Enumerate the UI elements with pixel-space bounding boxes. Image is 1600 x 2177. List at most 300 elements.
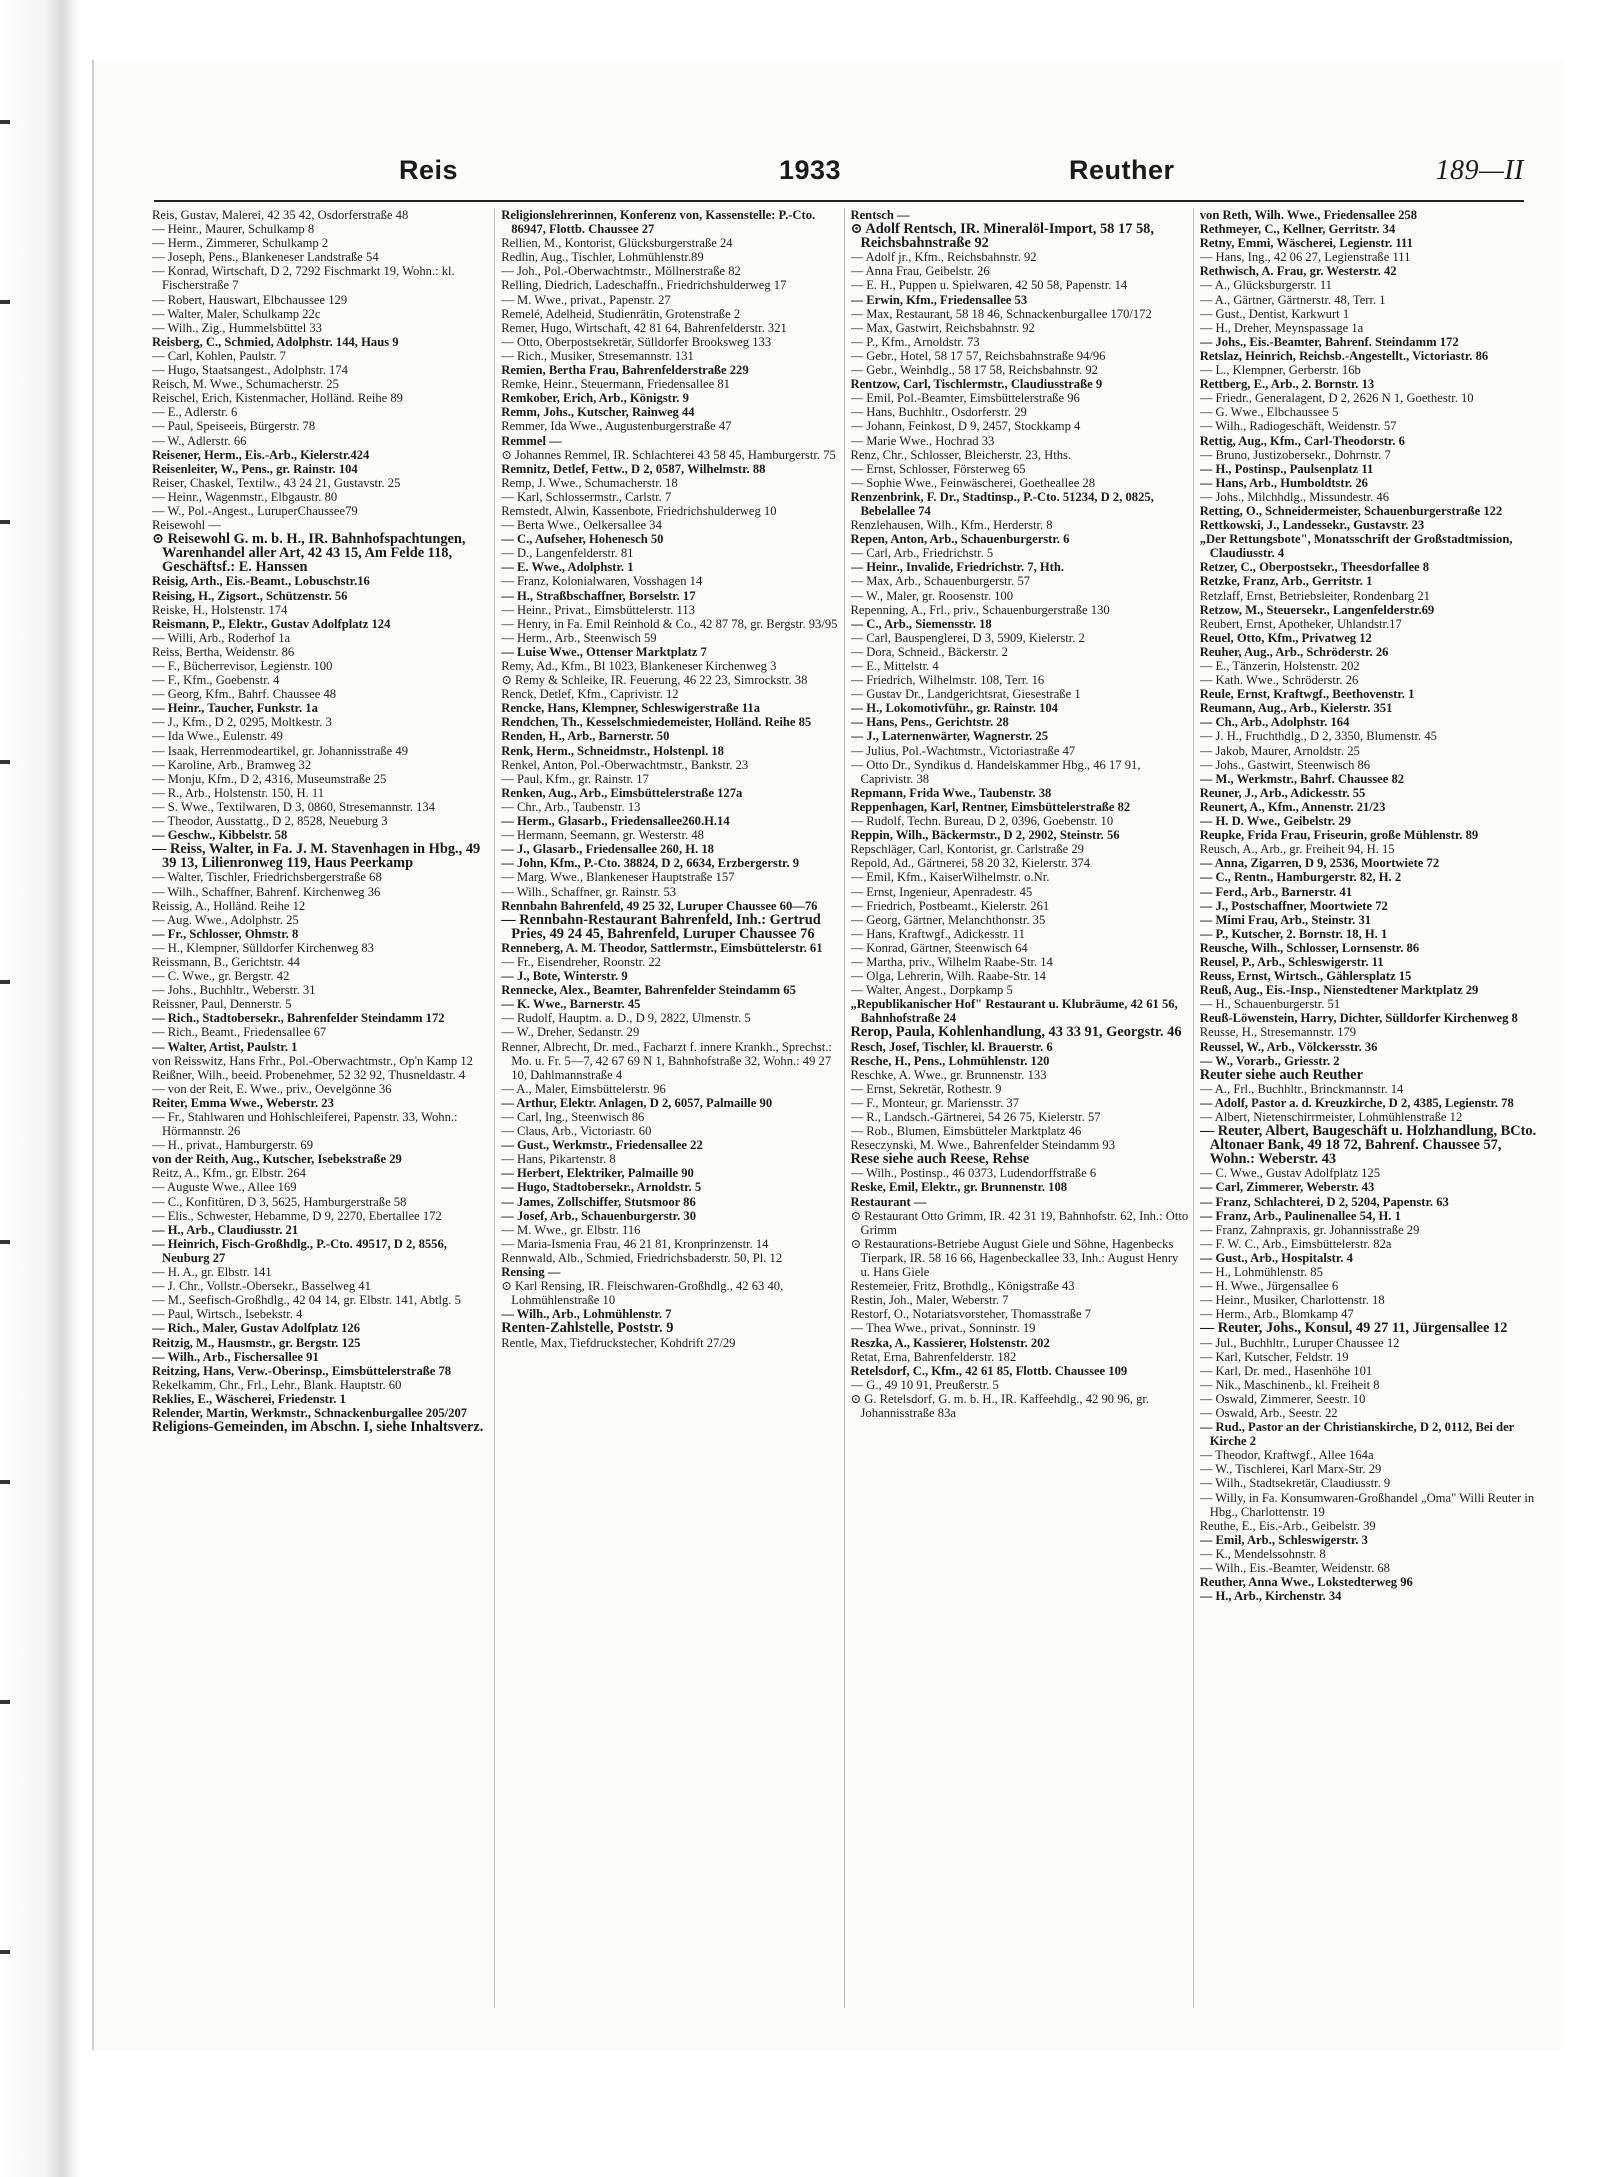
column-4 [1200,208,1542,2008]
directory-entry: — Martha, priv., Wilhelm Raabe-Str. 14 [850,954,1053,969]
directory-entry: Renken, Aug., Arb., Eimsbüttelerstraße 127a [501,785,743,800]
directory-entry: — Willi, Arb., Roderhof 1a [152,630,291,645]
directory-entry: Remp, J. Wwe., Schumacherstr. 18 [501,475,678,490]
directory-entry: — A., Frl., Buchhltr., Brinckmannstr. 14 [1199,1081,1404,1096]
directory-entry: Reuel, Otto, Kfm., Privatweg 12 [1199,630,1372,645]
right-running-head: Reuther [1069,155,1175,185]
directory-entry: ⊙ Restaurations-Betriebe August Giele und Söhne, Hagenbecks Tierpark, IR. 58 16 66, Hagenbeckallee 33, Inh.: August Henry u. Hans Giele [850,1236,1179,1280]
directory-entry: — Gebr., Hotel, 58 17 57, Reichsbahnstraße 94/96 [850,348,1106,363]
directory-entry: — Reiss, Walter, in Fa. J. M. Stavenhagen in Hbg., 49 39 13, Lilienronweg 119, Haus Peerkamp [152,841,481,872]
directory-entry: Reseczynski, M. Wwe., Bahrenfelder Steindamm 93 [850,1138,1116,1153]
running-head [149,155,1524,200]
directory-entry: — J. H., Fruchthdlg., D 2, 3350, Blumenstr. 45 [1199,729,1437,744]
edge-marks [0,0,14,2177]
directory-entry: Retelsdorf, C., Kfm., 42 61 85, Flottb. Chaussee 109 [850,1363,1128,1378]
directory-entry: — C., Aufseher, Hohenesch 50 [501,532,664,547]
directory-entry: Reisener, Herm., Eis.-Arb., Kielerstr.424 [152,447,370,462]
directory-entry: Remmer, Ida Wwe., Augustenburgerstraße 47 [501,419,732,434]
directory-entry: — Auguste Wwe., Allee 169 [152,1180,297,1195]
directory-entry: — Ernst, Ingenieur, Apenradestr. 45 [850,884,1033,899]
directory-entry: — Georg, Gärtner, Melanchthonstr. 35 [850,912,1046,927]
directory-entry: — H. A., gr. Elbstr. 141 [152,1265,272,1280]
directory-entry: — R., Landsch.-Gärtnerei, 54 26 75, Kielerstr. 57 [850,1110,1101,1124]
directory-entry: — Fr., Eisendreher, Roonstr. 22 [501,954,661,969]
directory-entry: Reiser, Chaskel, Textilw., 43 24 21, Gustavstr. 25 [152,475,401,490]
directory-entry: — Monju, Kfm., D 2, 4316, Museumstraße 25 [152,771,387,786]
directory-entry: Reusch, A., Arb., gr. Freiheit 94, H. 15 [1199,842,1395,857]
directory-entry: — Hermann, Seemann, gr. Westerstr. 48 [501,828,704,843]
directory-entry: — E., Mittelstr. 4 [850,659,939,673]
directory-entry: — K., Mendelssohnstr. 8 [1199,1546,1326,1561]
directory-entry: Remm, Johs., Kutscher, Rainweg 44 [501,405,695,420]
directory-entry: Rekelkamm, Chr., Frl., Lehr., Blank. Hauptstr. 60 [152,1377,402,1392]
directory-entry: ⊙ Karl Rensing, IR. Fleischwaren-Großhdlg., 42 63 40, Lohmühlenstraße 10 [501,1279,784,1308]
directory-entry: — Herbert, Elektriker, Palmaille 90 [501,1166,694,1181]
directory-entry: Rennwald, Alb., Schmied, Friedrichsbaderstr. 50, Pl. 12 [501,1250,783,1265]
directory-entry: Resch, Josef, Tischler, kl. Brauerstr. 6 [850,1039,1053,1054]
directory-entry: Reusse, H., Stresemannstr. 179 [1199,1025,1357,1040]
binding-mark [0,300,10,304]
directory-entry: — Franz, Schlachterei, D 2, 5204, Papenstr. 63 [1199,1194,1449,1209]
column-1 [152,208,495,2008]
directory-entry: — H. D. Wwe., Geibelstr. 29 [1199,814,1351,829]
directory-entry: — Walter, Maler, Schulkamp 22c [152,306,321,321]
directory-entry: Reiss, Bertha, Weidenstr. 86 [152,644,295,659]
directory-entry: — Konrad, Gärtner, Steenwisch 64 [850,940,1028,955]
directory-entry: — F., Monteur, gr. Mariensstr. 37 [850,1095,1019,1110]
directory-entry: — Otto, Oberpostsekretär, Sülldorfer Brooksweg 133 [501,334,772,349]
directory-entry: Repold, Ad., Gärtnerei, 58 20 32, Kielerstr. 374 [850,856,1091,871]
directory-entry: Renz, Chr., Schlosser, Bleicherstr. 23, Hths. [850,447,1072,462]
binding-mark [0,1240,10,1244]
directory-entry: Relender, Martin, Werkmstr., Schnackenburgallee 205/207 [152,1405,468,1420]
directory-entry: — Josef, Arb., Schauenburgerstr. 30 [501,1208,696,1223]
directory-entry: — H., Postinsp., Paulsenplatz 11 [1199,461,1374,476]
directory-entry: — Wilh., Schaffner, Bahrenf. Kirchenweg 36 [152,884,381,899]
directory-entry: Reuß, Aug., Eis.-Insp., Nienstedtener Marktplatz 29 [1199,983,1479,998]
directory-entry: Reisberg, C., Schmied, Adolphstr. 144, Haus 9 [152,334,399,349]
directory-entry: — Wilh., Arb., Lohmühlenstr. 7 [501,1307,672,1322]
directory-entry: — Fr., Schlosser, Ohmstr. 8 [152,926,299,941]
directory-entry: — J., Glasarb., Friedensallee 260, H. 18 [501,842,714,857]
directory-entry: Reunert, A., Kfm., Annenstr. 21/23 [1199,799,1386,814]
directory-entry: — C., Arb., Siemensstr. 18 [850,616,992,631]
directory-entry: — Wilh., Schaffner, gr. Rainstr. 53 [501,884,677,899]
directory-entry: — Elis., Schwester, Hebamme, D 9, 2270, Ebertallee 172 [152,1208,442,1223]
directory-entry: — Jul., Buchhltr., Luruper Chaussee 12 [1199,1335,1400,1350]
directory-entry: — Berta Wwe., Oelkersallee 34 [501,518,662,533]
directory-entry: — Johs., Buchhltr., Weberstr. 31 [152,983,316,998]
directory-entry: — Franz, Zahnpraxis, gr. Johannisstraße 29 [1199,1222,1420,1237]
listing-columns [152,208,1542,2008]
directory-entry: Retat, Erna, Bahrenfelderstr. 182 [850,1349,1017,1364]
directory-entry: — H., Lohmühlenstr. 85 [1199,1265,1323,1280]
directory-entry: — Albert, Nietenschirrmeister, Lohmühlenstraße 12 [1199,1110,1463,1124]
directory-entry: — Adolf jr., Kfm., Reichsbahnstr. 92 [850,250,1037,265]
directory-entry: Remer, Hugo, Wirtschaft, 42 81 64, Bahrenfelderstr. 321 [501,320,787,335]
directory-entry: — Johann, Feinkost, D 9, 2457, Stockkamp 4 [850,419,1081,434]
directory-entry: — Ernst, Schlosser, Försterweg 65 [850,461,1026,476]
directory-entry: — S. Wwe., Textilwaren, D 3, 0860, Stresemannstr. 134 [152,799,436,814]
directory-entry: — L., Klempner, Gerberstr. 16b [1199,363,1361,378]
directory-entry: — Ch., Arb., Adolphstr. 164 [1199,715,1350,730]
directory-entry: — Gustav Dr., Landgerichtsrat, Giesestraße 1 [850,687,1081,702]
directory-entry: — E., Adlerstr. 6 [152,405,238,420]
directory-entry: — Joseph, Pens., Blankeneser Landstraße 54 [152,250,379,265]
binding-mark [0,1950,10,1954]
directory-entry: — Mimi Frau, Arb., Steinstr. 31 [1199,912,1372,927]
directory-entry: — H., Schauenburgerstr. 51 [1199,997,1341,1012]
directory-entry: — R., Arb., Holstenstr. 150, H. 11 [152,785,325,800]
directory-entry: Reisig, Arth., Eis.-Beamt., Lobuschstr.16 [152,574,370,589]
directory-entry: — W., Vorarb., Griesstr. 2 [1199,1053,1340,1068]
directory-entry: — Friedrich, Postbeamt., Kielerstr. 261 [850,898,1050,913]
directory-entry: — J., Postschaffner, Moortwiete 72 [1199,898,1388,913]
directory-entry: — Hans, Pikartenstr. 8 [501,1152,616,1167]
directory-page [92,60,1564,2050]
directory-entry: — Ferd., Arb., Barnerstr. 41 [1199,884,1353,899]
binding-mark [0,520,10,524]
directory-entry: — W., Pol.-Angest., LuruperChaussee79 [152,503,358,518]
directory-entry: — Hans, Pens., Gerichtstr. 28 [850,715,1009,730]
directory-entry: Rendchen, Th., Kesselschmiedemeister, Holländ. Reihe 85 [501,715,812,730]
directory-entry: Reuner, J., Arb., Adickesstr. 55 [1199,785,1366,800]
directory-entry: — Max, Arb., Schauenburgerstr. 57 [850,574,1031,589]
directory-entry: — J. Chr., Vollstr.-Obersekr., Basselweg 41 [152,1279,371,1294]
directory-entry: — Anna, Zigarren, D 9, 2536, Moortwiete 72 [1199,856,1440,871]
directory-entry: — Sophie Wwe., Feinwäscherei, Goetheallee 28 [850,475,1096,490]
directory-entry: Remelé, Adelheid, Studienrätin, Grotenstraße 2 [501,306,741,321]
directory-entry: Renzenbrink, F. Dr., Stadtinsp., P.-Cto. 51234, D 2, 0825, Bebelallee 74 [850,489,1154,518]
directory-entry: Repenning, A., Frl., priv., Schauenburgerstraße 130 [850,602,1110,617]
directory-entry: — W., Adlerstr. 66 [152,433,247,448]
directory-entry: — Marie Wwe., Hochrad 33 [850,433,995,448]
directory-entry: — Reuter, Albert, Baugeschäft u. Holzhandlung, BCto. Altonaer Bank, 49 18 72, Bahrenf. Chaussee 57, Wohn.: Weberstr. 43 [1199,1123,1537,1168]
directory-entry: Remnitz, Detlef, Fettw., D 2, 0587, Wilhelmstr. 88 [501,461,766,476]
directory-entry: Restemeier, Fritz, Brothdlg., Königstraße 43 [850,1279,1075,1294]
directory-entry: — Wilh., Zig., Hummelsbüttel 33 [152,320,322,335]
directory-entry: — E. H., Puppen u. Spielwaren, 42 50 58, Papenstr. 14 [850,278,1128,293]
directory-entry: Reissig, A., Holländ. Reihe 12 [152,898,306,913]
directory-entry: Rennecke, Alex., Beamter, Bahrenfelder Steindamm 65 [501,983,796,998]
directory-entry: „Republikanischer Hof" Restaurant u. Klubräume, 42 61 56, Bahnhofstraße 24 [850,997,1178,1026]
directory-entry: — Karoline, Arb., Bramweg 32 [152,757,312,772]
directory-entry: — G. Wwe., Elbchaussee 5 [1199,405,1339,420]
directory-entry: — Joh., Pol.-Oberwachtmstr., Möllnerstraße 82 [501,264,741,279]
directory-entry: — Jakob, Maurer, Arnoldstr. 25 [1199,743,1360,758]
directory-entry: — Erwin, Kfm., Friedensallee 53 [850,292,1028,307]
directory-entry: — Geschw., Kibbelstr. 58 [152,828,288,843]
directory-entry: — Wilh., Postinsp., 46 0373, Ludendorffstraße 6 [850,1166,1097,1181]
directory-entry: — Emil, Kfm., KaiserWilhelmstr. o.Nr. [850,870,1050,885]
directory-entry: Remien, Bertha Frau, Bahrenfelderstraße 229 [501,363,749,378]
directory-entry: Renneberg, A. M. Theodor, Sattlermstr., Eimsbüttelerstr. 61 [501,940,823,955]
directory-entry: Reuter siehe auch Reuther [1199,1066,1363,1083]
directory-entry: ⊙ Johannes Remmel, IR. Schlachterei 43 58 45, Hamburgerstr. 75 [501,447,836,462]
directory-entry: — Theodor, Kraftwgf., Allee 164a [1199,1448,1374,1463]
directory-entry: — Johs., Milchhdlg., Missundestr. 46 [1199,489,1390,504]
directory-entry: Rerop, Paula, Kohlenhandlung, 43 33 91, Georgstr. 46 [850,1024,1182,1041]
directory-entry: Reißner, Wilh., beeid. Probenehmer, 52 32 92, Thusneldastr. 4 [152,1067,466,1082]
directory-entry: — Luise Wwe., Ottenser Marktplatz 7 [501,644,707,659]
directory-entry: Religions-Gemeinden, im Abschn. I, siehe Inhaltsverz. [152,1419,484,1436]
directory-entry: — Gebr., Weinhdlg., 58 17 58, Reichsbahnstr. 92 [850,363,1098,378]
directory-entry: — M. Wwe., gr. Elbstr. 116 [501,1222,641,1237]
directory-entry: — Walter, Tischler, Friedrichsbergerstraße 68 [152,870,382,885]
directory-entry: — Georg, Kfm., Bahrf. Chaussee 48 [152,687,337,702]
directory-entry: — Rich., Stadtobersekr., Bahrenfelder Steindamm 172 [152,1011,445,1026]
directory-entry: — Arthur, Elektr. Anlagen, D 2, 6057, Palmaille 90 [501,1095,773,1110]
directory-entry: Rettkowski, J., Landessekr., Gustavstr. 23 [1199,518,1425,533]
directory-entry: Reusel, P., Arb., Schleswigerstr. 11 [1199,954,1384,969]
directory-entry: — C., Konfitüren, D 3, 5625, Hamburgerstraße 58 [152,1194,407,1209]
directory-entry: Reppenhagen, Karl, Rentner, Eimsbüttelerstraße 82 [850,799,1131,814]
directory-entry: — Karl, Schlossermstr., Carlstr. 7 [501,489,672,504]
directory-entry: Repen, Anton, Arb., Schauenburgerstr. 6 [850,532,1070,547]
directory-entry: — Carl, Ing., Steenwisch 86 [501,1110,645,1124]
directory-entry: — Oswald, Arb., Seestr. 22 [1199,1405,1338,1420]
directory-entry: Rethwisch, A. Frau, gr. Westerstr. 42 [1199,264,1397,279]
directory-entry: Rese siehe auch Reese, Rehse [850,1151,1030,1168]
directory-entry: Reismann, P., Elektr., Gustav Adolfplatz 124 [152,616,391,631]
directory-entry: — Kath. Wwe., Schröderstr. 26 [1199,673,1359,688]
directory-entry: Reklies, E., Wäscherei, Friedenstr. 1 [152,1391,346,1406]
directory-entry: Redlin, Aug., Tischler, Lohmühlenstr.89 [501,250,704,265]
directory-entry: Retny, Emmi, Wäscherei, Legienstr. 111 [1199,236,1413,251]
directory-entry: Reule, Ernst, Kraftwgf., Beethovenstr. 1 [1199,687,1415,702]
directory-entry: Restaurant — [850,1194,927,1209]
directory-entry: von Reth, Wilh. Wwe., Friedensallee 258 [1199,208,1417,222]
directory-entry: Reitzig, M., Hausmstr., gr. Bergstr. 125 [152,1335,361,1350]
directory-entry: — Heinr., Taucher, Funkstr. 1a [152,701,318,716]
directory-entry: — Julius, Pol.-Wachtmstr., Victoriastraße 47 [850,743,1076,758]
directory-entry: Reisenleiter, W., Pens., gr. Rainstr. 104 [152,461,358,476]
directory-entry: — Bruno, Justizobersekr., Dohrnstr. 7 [1199,447,1391,462]
directory-entry: — Rud., Pastor an der Christianskirche, D 2, 0112, Bei der Kirche 2 [1199,1420,1515,1449]
directory-entry: — Carl, Zimmerer, Weberstr. 43 [1199,1180,1375,1195]
directory-entry: Remmel — [501,433,562,448]
directory-entry: — Isaak, Herrenmodeartikel, gr. Johannisstraße 49 [152,743,408,758]
directory-entry: — M., Seefisch-Großhdlg., 42 04 14, gr. Elbstr. 141, Abtlg. 5 [152,1293,461,1308]
directory-entry: von Reisswitz, Hans Frhr., Pol.-Oberwachtmstr., Op'n Kamp 12 [152,1053,473,1068]
directory-entry: — Max, Restaurant, 58 18 46, Schnackenburgallee 170/172 [850,306,1152,321]
year-heading: 1933 [779,155,842,185]
directory-entry: Reszka, A., Kassierer, Holstenstr. 202 [850,1335,1050,1350]
directory-entry: — H., Dreher, Meynspassage 1a [1199,320,1364,335]
directory-entry: ⊙ Reisewohl G. m. b. H., IR. Bahnhofspachtungen, Warenhandel aller Art, 42 43 15, Am Felde 118, Geschäftsf.: E. Hanssen [152,531,466,576]
directory-entry: — Maria-Ismenia Frau, 46 21 81, Kronprinzenstr. 14 [501,1236,769,1251]
directory-entry: — Friedr., Generalagent, D 2, 2626 N 1, Goethestr. 10 [1199,391,1474,406]
directory-entry: — Heinr., Maurer, Schulkamp 8 [152,222,315,237]
directory-entry: Renck, Detlef, Kfm., Caprivistr. 12 [501,687,679,702]
directory-entry: — H., privat., Hamburgerstr. 69 [152,1138,314,1153]
directory-entry: — Hans, Buchhltr., Osdorferstr. 29 [850,405,1027,420]
directory-entry: — Hugo, Stadtobersekr., Arnoldstr. 5 [501,1180,702,1195]
directory-entry: Rettig, Aug., Kfm., Carl-Theodorstr. 6 [1199,433,1405,448]
directory-entry: — Hans, Ing., 42 06 27, Legienstraße 111 [1199,250,1411,265]
directory-entry: Reischel, Erich, Kistenmacher, Holländ. Reihe 89 [152,391,403,406]
directory-entry: — Herm., Zimmerer, Schulkamp 2 [152,236,329,251]
directory-entry: — Paul, Wirtsch., Isebekstr. 4 [152,1307,303,1322]
directory-entry: Renden, H., Arb., Barnerstr. 50 [501,729,670,744]
directory-entry: — Chr., Arb., Taubenstr. 13 [501,799,641,814]
directory-entry: „Der Rettungsbote", Monatsschrift der Großstadtmission, Claudiusstr. 4 [1199,532,1513,561]
directory-entry: — W., Tischlerei, Karl Marx-Str. 29 [1199,1462,1382,1477]
directory-entry: — Henry, in Fa. Emil Reinhold & Co., 42 87 78, gr. Bergstr. 93/95 [501,616,838,631]
directory-entry: — Olga, Lehrerin, Wilh. Raabe-Str. 14 [850,969,1046,984]
directory-entry: — Anna Frau, Geibelstr. 26 [850,264,990,279]
directory-entry: Rentsch — [850,208,910,222]
directory-entry: Restin, Joh., Maler, Weberstr. 7 [850,1293,1009,1308]
directory-entry: — Heinrich, Fisch-Großhdlg., P.-Cto. 49517, D 2, 8556, Neuburg 27 [152,1236,447,1265]
directory-entry: — G., 49 10 91, Preußerstr. 5 [850,1377,999,1392]
directory-entry: Renner, Albrecht, Dr. med., Facharzt f. innere Krankh., Sprechst.: Mo. u. Fr. 5—7, 42 67 69 N 1, Bahnhofstraße 32, Wohn.: 49 27 10, Dahlmannstraße 4 [501,1039,832,1082]
directory-entry: — Heinr., Musiker, Charlottenstr. 18 [1199,1293,1385,1308]
directory-entry: — J., Bote, Winterstr. 9 [501,969,628,984]
directory-entry: — Paul, Kfm., gr. Rainstr. 17 [501,771,649,786]
directory-entry: — von der Reit, E. Wwe., priv., Oevelgönne 36 [152,1081,392,1096]
directory-entry: — Herm., Arb., Steenwisch 59 [501,630,657,645]
directory-entry: — Marg. Wwe., Blankeneser Hauptstraße 157 [501,870,735,885]
directory-entry: Rennbahn Bahrenfeld, 49 25 32, Luruper Chaussee 60—76 [501,898,818,913]
directory-entry: — Franz, Kolonialwaren, Vosshagen 14 [501,574,703,589]
directory-entry: Reissner, Paul, Dennerstr. 5 [152,997,292,1012]
directory-entry: — Carl, Bauspenglerei, D 3, 5909, Kielerstr. 2 [850,630,1085,645]
directory-entry: Repmann, Frida Wwe., Taubenstr. 38 [850,785,1052,800]
directory-entry: — Carl, Arb., Friedrichstr. 5 [850,546,994,561]
directory-entry: — A., Gärtner, Gärtnerstr. 48, Terr. 1 [1199,292,1386,307]
directory-entry: Retzer, C., Oberpostsekr., Theesdorfallee 8 [1199,560,1430,575]
directory-entry: ⊙ Remy & Schleike, IR. Feuerung, 46 22 23, Simrockstr. 38 [501,673,808,688]
directory-entry: — Claus, Arb., Victoriastr. 60 [501,1124,652,1139]
directory-entry: Rentzow, Carl, Tischlermstr., Claudiusstraße 9 [850,377,1103,392]
left-running-head: Reis [399,155,459,185]
directory-entry: Remke, Heinr., Steuermann, Friedensallee 81 [501,377,730,392]
directory-entry: — Rennbahn-Restaurant Bahrenfeld, Inh.: Gertrud Pries, 49 24 45, Bahrenfeld, Luruper Chaussee 76 [501,911,821,942]
directory-entry: — Emil, Arb., Schleswigerstr. 3 [1199,1532,1368,1547]
directory-entry: — E., Tänzerin, Holstenstr. 202 [1199,659,1360,673]
directory-entry: — James, Zollschiffer, Stutsmoor 86 [501,1194,696,1209]
directory-entry: — Walter, Angest., Dorpkamp 5 [850,983,1013,998]
directory-entry: — Ernst, Sekretär, Rothestr. 9 [850,1081,1002,1096]
directory-entry: Reppin, Wilh., Bäckermstr., D 2, 2902, Steinstr. 56 [850,828,1120,843]
directory-entry: — W., Dreher, Sedanstr. 29 [501,1025,640,1040]
directory-entry: — E. Wwe., Adolphstr. 1 [501,560,634,575]
directory-entry: — F., Bücherrevisor, Legienstr. 100 [152,659,333,673]
directory-entry: — M., Werkmstr., Bahrf. Chaussee 82 [1199,771,1405,786]
directory-entry: Reis, Gustav, Malerei, 42 35 42, Osdorferstraße 48 [152,208,409,222]
directory-entry: — H. Wwe., Jürgensallee 6 [1199,1279,1339,1294]
directory-entry: Reschke, A. Wwe., gr. Brunnenstr. 133 [850,1067,1047,1082]
directory-entry: — Rich., Musiker, Stresemannstr. 131 [501,348,694,363]
directory-entry: Reisewohl — [152,518,221,533]
directory-entry: — Friedrich, Wilhelmstr. 108, Terr. 16 [850,673,1045,688]
directory-entry: Reumann, Aug., Arb., Kielerstr. 351 [1199,701,1393,716]
directory-entry: — Emil, Pol.-Beamter, Eimsbüttelerstraße 96 [850,391,1080,406]
directory-entry: Reiter, Emma Wwe., Weberstr. 23 [152,1095,334,1110]
directory-entry: Renk, Herm., Schneidmstr., Holstenpl. 18 [501,743,724,758]
directory-entry: — Willy, in Fa. Konsumwaren-Großhandel „Oma" Willi Reuter in Hbg., Charlottenstr. 19 [1199,1490,1535,1519]
page-number: 189—II [1435,155,1524,186]
directory-entry: Rensing — [501,1265,561,1280]
directory-entry: — Hans, Arb., Humboldtstr. 26 [1199,475,1368,490]
column-3 [851,208,1194,2008]
directory-entry: Restorf, O., Notariatsvorsteher, Thomasstraße 7 [850,1307,1092,1322]
directory-entry: — Theodor, Ausstattg., D 2, 8528, Neueburg 3 [152,814,388,829]
directory-entry: Retslaz, Heinrich, Reichsb.-Angestellt., Victoriastr. 86 [1199,348,1489,363]
directory-entry: Rettberg, E., Arb., 2. Bornstr. 13 [1199,377,1375,392]
directory-entry: Religionslehrerinnen, Konferenz von, Kassenstelle: P.-Cto. 86947, Flottb. Chaussee 27 [501,208,816,237]
binding-mark [0,980,10,984]
directory-entry: — H., Arb., Claudiusstr. 21 [152,1222,299,1237]
directory-entry: — A., Glücksburgerstr. 11 [1199,278,1332,293]
header-rule [154,200,1524,202]
directory-entry: — Otto Dr., Syndikus d. Handelskammer Hbg., 46 17 91, Caprivistr. 38 [850,757,1141,786]
directory-entry: — Johs., Eis.-Beamter, Bahrenf. Steindamm 172 [1199,334,1459,349]
directory-entry: — Rudolf, Techn. Bureau, D 2, 0396, Goebenstr. 10 [850,814,1114,829]
directory-entry: Rencke, Hans, Klempner, Schleswigerstraße 11a [501,701,760,716]
directory-entry: Reuss, Ernst, Wirtsch., Gählersplatz 15 [1199,969,1412,984]
directory-entry: — C., Rentn., Hamburgerstr. 82, H. 2 [1199,870,1402,885]
directory-entry: Renzlehausen, Wilh., Kfm., Herderstr. 8 [850,518,1053,533]
binding-mark [0,1700,10,1704]
directory-entry: ⊙ G. Retelsdorf, G. m. b. H., IR. Kaffeehdlg., 42 90 96, gr. Johannisstraße 83a [850,1391,1150,1420]
directory-entry: — Nik., Maschinenb., kl. Freiheit 8 [1199,1377,1380,1392]
directory-entry: Relling, Diedrich, Ladeschaffn., Friedrichshulderweg 17 [501,278,787,293]
directory-entry: Reubert, Ernst, Apotheker, Uhlandstr.17 [1199,616,1402,631]
directory-entry: — Herm., Arb., Blomkamp 47 [1199,1307,1354,1322]
directory-entry: Reitz, A., Kfm., gr. Elbstr. 264 [152,1166,306,1181]
directory-entry: Rethmeyer, C., Kellner, Gerritstr. 34 [1199,222,1396,237]
directory-entry: Resche, H., Pens., Lohmühlenstr. 120 [850,1053,1050,1068]
directory-entry: Repschläger, Carl, Kontorist, gr. Carlstraße 29 [850,842,1084,857]
directory-entry: — Konrad, Wirtschaft, D 2, 7292 Fischmarkt 19, Wohn.: kl. Fischerstraße 7 [152,264,455,293]
directory-entry: — John, Kfm., P.-Cto. 38824, D 2, 6634, Erzbergerstr. 9 [501,856,800,871]
directory-entry: — Karl, Kutscher, Feldstr. 19 [1199,1349,1349,1364]
directory-entry: — F. W. C., Arb., Eimsbüttelerstr. 82a [1199,1236,1392,1251]
directory-entry: Reuß-Löwenstein, Harry, Dichter, Sülldorfer Kirchenweg 8 [1199,1011,1518,1026]
directory-entry: — Rich., Beamt., Friedensallee 67 [152,1025,327,1040]
directory-entry: Rellien, M., Kontorist, Glücksburgerstraße 24 [501,236,733,251]
directory-entry: — J., Laternenwärter, Wagnerstr. 25 [850,729,1049,744]
directory-entry: Remstedt, Alwin, Kassenbote, Friedrichshulderweg 10 [501,503,777,518]
directory-entry: Remkober, Erich, Arb., Königstr. 9 [501,391,689,406]
directory-entry: Reuher, Aug., Arb., Schröderstr. 26 [1199,644,1389,659]
directory-entry: Reupke, Frida Frau, Friseurin, große Mühlenstr. 89 [1199,828,1479,843]
directory-entry: — H., Arb., Kirchenstr. 34 [1199,1589,1342,1604]
directory-entry: — Adolf, Pastor a. d. Kreuzkirche, D 2, 4385, Legienstr. 78 [1199,1095,1514,1110]
directory-entry: — H., Klempner, Sülldorfer Kirchenweg 83 [152,940,374,955]
directory-entry: — Ida Wwe., Eulenstr. 49 [152,729,283,744]
directory-entry: ⊙ Restaurant Otto Grimm, IR. 42 31 19, Bahnhofstr. 62, Inh.: Otto Grimm [850,1208,1189,1237]
directory-entry: — Gust., Werkmstr., Friedensallee 22 [501,1138,703,1153]
directory-entry: Reusche, Wilh., Schlosser, Lornsenstr. 86 [1199,940,1420,955]
directory-entry: — Paul, Speiseeis, Bürgerstr. 78 [152,419,316,434]
directory-entry: Reske, Emil, Elektr., gr. Brunnenstr. 108 [850,1180,1068,1195]
directory-entry: — W., Maler, gr. Roosenstr. 100 [850,588,1014,603]
directory-entry: Reising, H., Zigsort., Schützenstr. 56 [152,588,348,603]
directory-entry: — C. Wwe., Gustav Adolfplatz 125 [1199,1166,1381,1181]
directory-entry: von der Reith, Aug., Kutscher, Isebekstraße 29 [152,1152,402,1167]
binding-mark [0,120,10,124]
directory-entry: — Heinr., Invalide, Friedrichstr. 7, Hth. [850,560,1065,575]
directory-entry: — Walter, Artist, Paulstr. 1 [152,1039,298,1054]
directory-entry: — D., Langenfelderstr. 81 [501,546,634,561]
binding-mark [0,1480,10,1484]
directory-entry: — Heinr., Wagenmstr., Elbgaustr. 80 [152,489,338,504]
directory-entry: — Wilh., Stadtsekretär, Claudiusstr. 9 [1199,1476,1391,1491]
directory-entry: Retzlaff, Ernst, Betriebsleiter, Rondenbarg 21 [1199,588,1430,603]
